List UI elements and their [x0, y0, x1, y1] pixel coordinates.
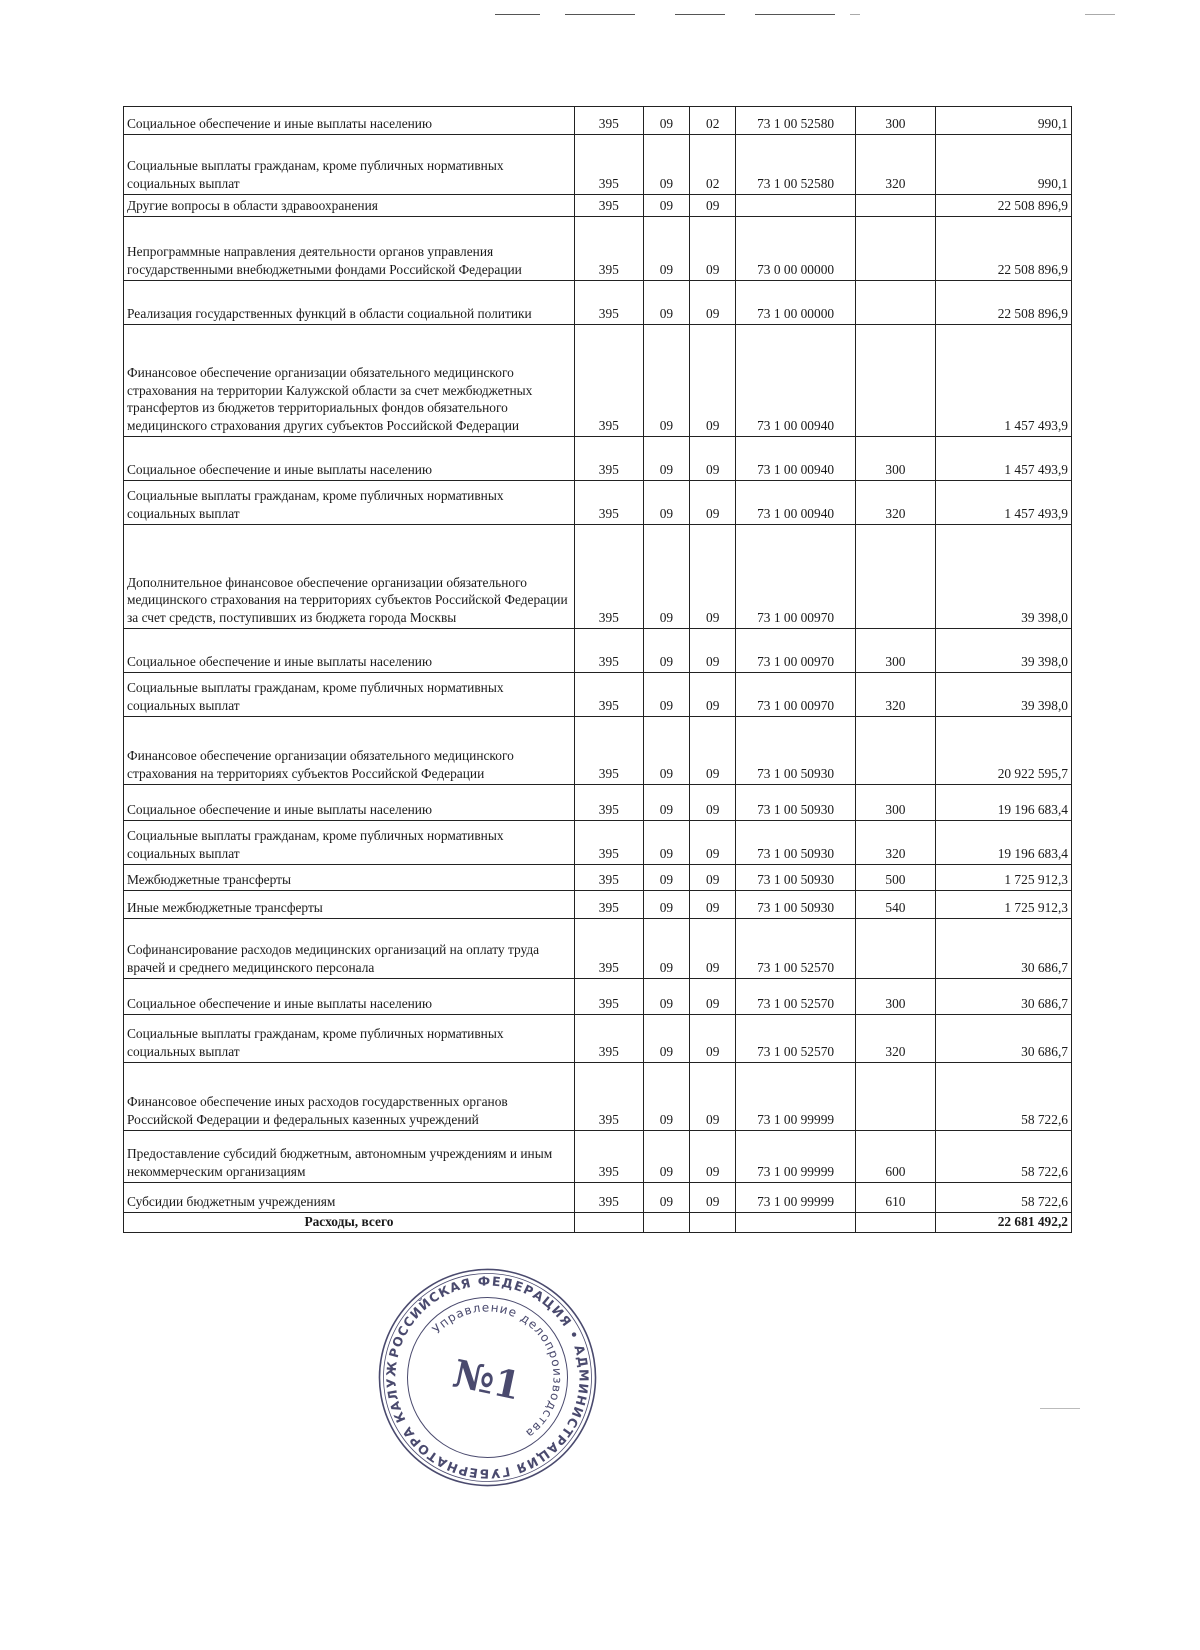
row-name: Реализация государственных функций в области социальной политики	[124, 281, 575, 325]
total-empty-cell	[736, 1213, 855, 1233]
row-podrazdel: 09	[690, 481, 736, 525]
row-vr	[855, 217, 935, 281]
row-sum: 1 725 912,3	[936, 865, 1072, 891]
row-sum: 22 508 896,9	[936, 281, 1072, 325]
row-sum: 30 686,7	[936, 919, 1072, 979]
row-podrazdel: 09	[690, 1131, 736, 1183]
row-podrazdel: 09	[690, 1063, 736, 1131]
row-vedom: 395	[574, 891, 643, 919]
row-sum: 58 722,6	[936, 1063, 1072, 1131]
row-vedom: 395	[574, 1063, 643, 1131]
row-csr: 73 1 00 52570	[736, 979, 855, 1015]
row-podrazdel: 09	[690, 891, 736, 919]
row-podrazdel: 09	[690, 195, 736, 217]
table-row	[124, 437, 1072, 481]
table-body	[124, 107, 1072, 1233]
row-sum: 22 508 896,9	[936, 195, 1072, 217]
row-csr: 73 0 00 00000	[736, 217, 855, 281]
row-razdel: 09	[643, 1183, 689, 1213]
row-sum: 19 196 683,4	[936, 821, 1072, 865]
table-row	[124, 195, 1072, 217]
row-csr: 73 1 00 52580	[736, 107, 855, 135]
row-razdel: 09	[643, 1063, 689, 1131]
row-razdel: 09	[643, 673, 689, 717]
row-razdel: 09	[643, 217, 689, 281]
row-razdel: 09	[643, 865, 689, 891]
table-row	[124, 919, 1072, 979]
row-sum: 30 686,7	[936, 979, 1072, 1015]
row-csr: 73 1 00 99999	[736, 1063, 855, 1131]
row-podrazdel: 09	[690, 979, 736, 1015]
row-vedom: 395	[574, 865, 643, 891]
row-vedom: 395	[574, 821, 643, 865]
row-name: Финансовое обеспечение организации обязательного медицинского страхования на территориях субъектов Российской Федерации	[124, 717, 575, 785]
row-vr: 320	[855, 1015, 935, 1063]
row-razdel: 09	[643, 1131, 689, 1183]
row-podrazdel: 09	[690, 865, 736, 891]
row-name: Иные межбюджетные трансферты	[124, 891, 575, 919]
row-csr: 73 1 00 99999	[736, 1131, 855, 1183]
row-csr: 73 1 00 52580	[736, 135, 855, 195]
row-razdel: 09	[643, 437, 689, 481]
total-row	[124, 1213, 1072, 1233]
table-row	[124, 785, 1072, 821]
row-sum: 58 722,6	[936, 1131, 1072, 1183]
row-vr: 320	[855, 481, 935, 525]
top-scan-marks	[0, 0, 1200, 24]
row-name: Дополнительное финансовое обеспечение организации обязательного медицинского страхования на территориях субъектов Российской Федерации за счет средств, поступивших из бюджета города Москвы	[124, 525, 575, 629]
row-csr: 73 1 00 00940	[736, 481, 855, 525]
total-sum: 22 681 492,2	[936, 1213, 1072, 1233]
row-sum: 1 457 493,9	[936, 325, 1072, 437]
table-row	[124, 1015, 1072, 1063]
row-vr	[855, 525, 935, 629]
row-podrazdel: 09	[690, 281, 736, 325]
row-csr: 73 1 00 00940	[736, 325, 855, 437]
table-row	[124, 525, 1072, 629]
row-sum: 58 722,6	[936, 1183, 1072, 1213]
row-sum: 30 686,7	[936, 1015, 1072, 1063]
row-vedom: 395	[574, 785, 643, 821]
row-vr: 300	[855, 437, 935, 481]
row-razdel: 09	[643, 717, 689, 785]
scan-mark	[1040, 1408, 1080, 1409]
table-row	[124, 891, 1072, 919]
row-vedom: 395	[574, 673, 643, 717]
stamp-inner-text: Управление делопроизводства	[429, 1300, 565, 1442]
row-sum: 1 457 493,9	[936, 437, 1072, 481]
row-name: Финансовое обеспечение организации обязательного медицинского страхования на территории Калужской области за счет межбюджетных трансфертов из бюджетов территориальных фондов обязательного медицинского страхования других субъектов Российской Федерации	[124, 325, 575, 437]
row-razdel: 09	[643, 919, 689, 979]
row-name: Социальное обеспечение и иные выплаты населению	[124, 107, 575, 135]
row-name: Межбюджетные трансферты	[124, 865, 575, 891]
row-razdel: 09	[643, 629, 689, 673]
row-sum: 990,1	[936, 135, 1072, 195]
row-vr	[855, 1063, 935, 1131]
row-vedom: 395	[574, 717, 643, 785]
row-razdel: 09	[643, 821, 689, 865]
row-csr: 73 1 00 00970	[736, 629, 855, 673]
row-name: Социальные выплаты гражданам, кроме публичных нормативных социальных выплат	[124, 673, 575, 717]
row-podrazdel: 09	[690, 629, 736, 673]
row-csr: 73 1 00 50930	[736, 785, 855, 821]
table-row	[124, 325, 1072, 437]
table-row	[124, 481, 1072, 525]
row-csr: 73 1 00 00000	[736, 281, 855, 325]
row-sum: 1 457 493,9	[936, 481, 1072, 525]
row-razdel: 09	[643, 891, 689, 919]
row-vr	[855, 195, 935, 217]
row-name: Софинансирование расходов медицинских организаций на оплату труда врачей и среднего медицинского персонала	[124, 919, 575, 979]
total-empty-cell	[574, 1213, 643, 1233]
row-podrazdel: 09	[690, 673, 736, 717]
table-row	[124, 1063, 1072, 1131]
row-vedom: 395	[574, 1183, 643, 1213]
row-podrazdel: 09	[690, 217, 736, 281]
row-razdel: 09	[643, 325, 689, 437]
row-csr: 73 1 00 00970	[736, 673, 855, 717]
row-csr: 73 1 00 00940	[736, 437, 855, 481]
table-row	[124, 281, 1072, 325]
row-vedom: 395	[574, 979, 643, 1015]
row-vr: 540	[855, 891, 935, 919]
table-row	[124, 1183, 1072, 1213]
row-name: Социальные выплаты гражданам, кроме публичных нормативных социальных выплат	[124, 1015, 575, 1063]
row-csr: 73 1 00 99999	[736, 1183, 855, 1213]
row-razdel: 09	[643, 525, 689, 629]
row-vr: 300	[855, 629, 935, 673]
row-vr	[855, 325, 935, 437]
row-razdel: 09	[643, 1015, 689, 1063]
row-sum: 1 725 912,3	[936, 891, 1072, 919]
table-row	[124, 135, 1072, 195]
row-vr: 320	[855, 673, 935, 717]
row-podrazdel: 02	[690, 135, 736, 195]
table-row	[124, 865, 1072, 891]
row-vedom: 395	[574, 525, 643, 629]
row-vedom: 395	[574, 135, 643, 195]
row-name: Социальные выплаты гражданам, кроме публичных нормативных социальных выплат	[124, 481, 575, 525]
row-name: Другие вопросы в области здравоохранения	[124, 195, 575, 217]
official-stamp	[375, 1265, 600, 1490]
row-name: Социальные выплаты гражданам, кроме публичных нормативных социальных выплат	[124, 135, 575, 195]
table-row	[124, 979, 1072, 1015]
total-empty-cell	[643, 1213, 689, 1233]
row-name: Субсидии бюджетным учреждениям	[124, 1183, 575, 1213]
row-vr: 320	[855, 821, 935, 865]
row-vr: 300	[855, 979, 935, 1015]
row-vr: 320	[855, 135, 935, 195]
total-label: Расходы, всего	[124, 1213, 575, 1233]
row-vr	[855, 919, 935, 979]
row-podrazdel: 09	[690, 1183, 736, 1213]
row-vedom: 395	[574, 1131, 643, 1183]
row-vedom: 395	[574, 1015, 643, 1063]
row-csr: 73 1 00 50930	[736, 821, 855, 865]
row-name: Социальное обеспечение и иные выплаты населению	[124, 979, 575, 1015]
row-podrazdel: 09	[690, 525, 736, 629]
row-podrazdel: 09	[690, 325, 736, 437]
row-sum: 990,1	[936, 107, 1072, 135]
row-csr: 73 1 00 00970	[736, 525, 855, 629]
row-podrazdel: 09	[690, 437, 736, 481]
row-sum: 39 398,0	[936, 673, 1072, 717]
row-vedom: 395	[574, 195, 643, 217]
stamp-number: №1	[449, 1350, 525, 1409]
row-sum: 19 196 683,4	[936, 785, 1072, 821]
row-name: Социальное обеспечение и иные выплаты населению	[124, 785, 575, 821]
row-vr: 600	[855, 1131, 935, 1183]
row-podrazdel: 09	[690, 785, 736, 821]
row-podrazdel: 09	[690, 1015, 736, 1063]
row-podrazdel: 09	[690, 919, 736, 979]
row-razdel: 09	[643, 785, 689, 821]
row-csr: 73 1 00 50930	[736, 891, 855, 919]
row-razdel: 09	[643, 481, 689, 525]
row-name: Финансовое обеспечение иных расходов государственных органов Российской Федерации и федеральных казенных учреждений	[124, 1063, 575, 1131]
row-name: Социальное обеспечение и иные выплаты населению	[124, 629, 575, 673]
row-razdel: 09	[643, 195, 689, 217]
row-name: Социальные выплаты гражданам, кроме публичных нормативных социальных выплат	[124, 821, 575, 865]
row-razdel: 09	[643, 107, 689, 135]
row-vedom: 395	[574, 437, 643, 481]
row-csr: 73 1 00 50930	[736, 865, 855, 891]
table-row	[124, 629, 1072, 673]
row-vedom: 395	[574, 107, 643, 135]
table-row	[124, 717, 1072, 785]
row-vedom: 395	[574, 919, 643, 979]
row-razdel: 09	[643, 281, 689, 325]
total-empty-cell	[855, 1213, 935, 1233]
row-sum: 39 398,0	[936, 629, 1072, 673]
total-empty-cell	[690, 1213, 736, 1233]
row-vr: 610	[855, 1183, 935, 1213]
row-csr: 73 1 00 52570	[736, 919, 855, 979]
budget-table	[123, 106, 1072, 1233]
row-name: Социальное обеспечение и иные выплаты населению	[124, 437, 575, 481]
row-csr	[736, 195, 855, 217]
row-csr: 73 1 00 52570	[736, 1015, 855, 1063]
stamp-outer-text: РОССИЙСКАЯ ФЕДЕРАЦИЯ • АДМИНИСТРАЦИЯ ГУБЕРНАТОРА КАЛУЖСКОЙ	[383, 1273, 592, 1482]
table-row	[124, 821, 1072, 865]
table-row	[124, 673, 1072, 717]
row-csr: 73 1 00 50930	[736, 717, 855, 785]
row-podrazdel: 02	[690, 107, 736, 135]
table-row	[124, 217, 1072, 281]
row-podrazdel: 09	[690, 821, 736, 865]
row-vr: 300	[855, 107, 935, 135]
row-vedom: 395	[574, 481, 643, 525]
row-vr: 300	[855, 785, 935, 821]
row-razdel: 09	[643, 979, 689, 1015]
row-vedom: 395	[574, 629, 643, 673]
row-sum: 22 508 896,9	[936, 217, 1072, 281]
row-sum: 39 398,0	[936, 525, 1072, 629]
table-row	[124, 107, 1072, 135]
row-vr: 500	[855, 865, 935, 891]
row-vr	[855, 717, 935, 785]
row-sum: 20 922 595,7	[936, 717, 1072, 785]
row-razdel: 09	[643, 135, 689, 195]
row-vedom: 395	[574, 281, 643, 325]
table-row	[124, 1131, 1072, 1183]
row-vedom: 395	[574, 325, 643, 437]
row-vedom: 395	[574, 217, 643, 281]
row-podrazdel: 09	[690, 717, 736, 785]
row-name: Предоставление субсидий бюджетным, автономным учреждениям и иным некоммерческим организациям	[124, 1131, 575, 1183]
row-vr	[855, 281, 935, 325]
row-name: Непрограммные направления деятельности органов управления государственными внебюджетными фондами Российской Федерации	[124, 217, 575, 281]
